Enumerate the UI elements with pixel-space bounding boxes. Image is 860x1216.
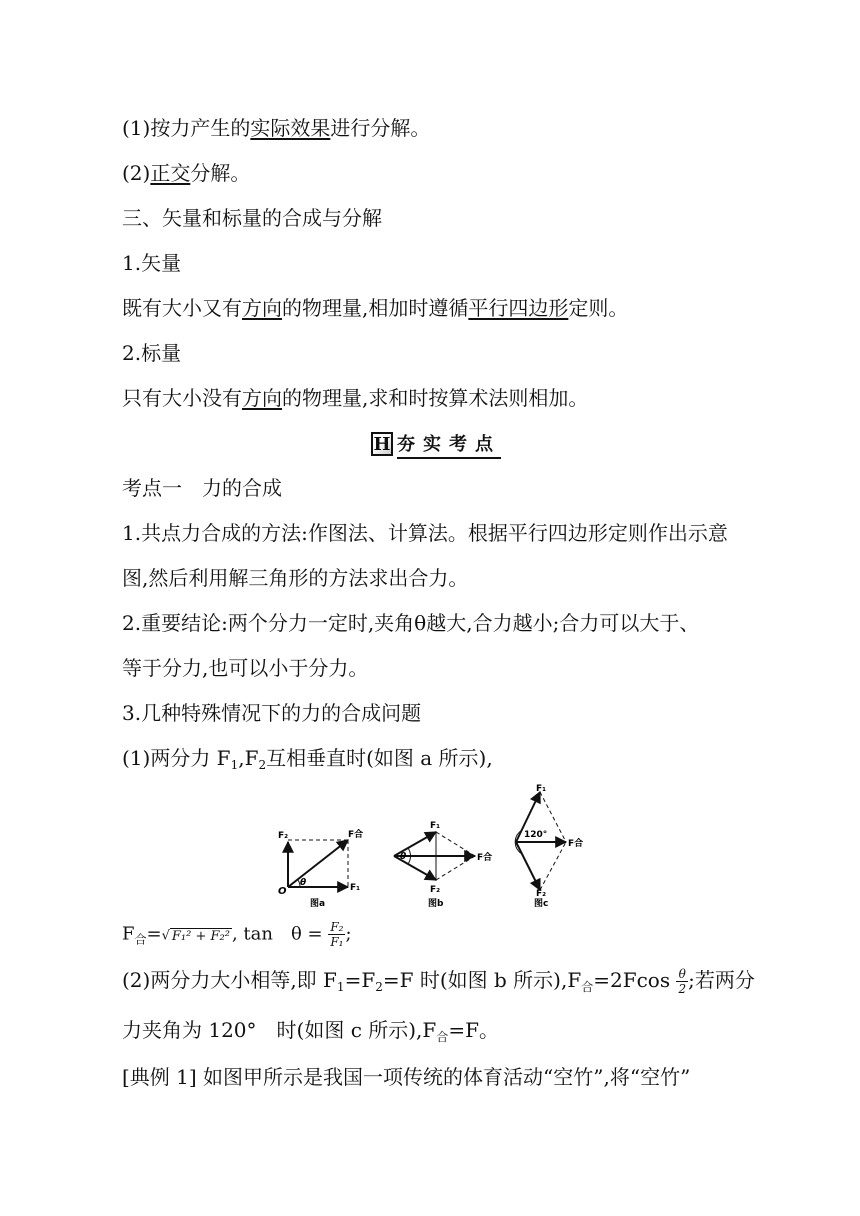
text: =F。	[448, 1018, 499, 1042]
text: =	[146, 923, 162, 945]
underlined-term: 方向	[242, 296, 282, 320]
text: 既有大小又有	[122, 296, 242, 320]
text: 只有大小没有	[122, 386, 242, 410]
dashed-line	[436, 856, 475, 880]
text: ;	[345, 923, 352, 945]
subheading: 1.矢量	[122, 251, 182, 275]
subscript: 2	[258, 758, 267, 772]
text-line	[122, 114, 430, 142]
text: 力夹角为 120° 时(如图 c 所示),F	[122, 1018, 437, 1042]
caption-c: 图c	[534, 899, 549, 909]
underlined-term: 正交	[150, 161, 191, 185]
resultant-label: F合	[568, 839, 584, 849]
text: 进行分解。	[330, 116, 431, 140]
text-line	[122, 294, 628, 322]
resultant-label: F合	[348, 830, 364, 840]
origin-label: O	[278, 886, 287, 897]
section-heading: 三、矢量和标量的合成与分解	[122, 206, 382, 230]
text-line: 图,然后利用解三角形的方法求出合力。	[122, 566, 469, 590]
f2-label: F₂	[278, 831, 289, 841]
text: 分解。	[190, 161, 251, 185]
f2-vector	[516, 842, 540, 890]
caption-a: 图a	[310, 899, 326, 909]
h-badge-icon: H	[371, 432, 393, 456]
text: =F	[344, 968, 376, 992]
dashed-line	[540, 842, 566, 890]
underlined-term: 方向	[242, 386, 282, 410]
text: F	[122, 923, 135, 945]
subscript: 1	[336, 980, 345, 994]
section-title-badge	[371, 430, 501, 458]
f2-label: F₂	[430, 885, 441, 895]
text-line: 等于分力,也可以小于分力。	[122, 656, 369, 680]
figure-a	[278, 828, 363, 909]
text-line	[122, 384, 588, 412]
figure-b	[394, 821, 492, 909]
text: 的物理量,求和时按算术法则相加。	[282, 386, 589, 410]
text: (1)按力产生的	[122, 116, 251, 140]
text: (2)两分力大小相等,即 F	[122, 968, 337, 992]
text: 互相垂直时(如图 a 所示),	[266, 746, 493, 770]
fraction	[328, 920, 345, 949]
text: =F 时(如图 b 所示),F	[382, 968, 582, 992]
text: =2Fcos	[593, 968, 671, 992]
text: 的物理量,相加时遵循	[282, 296, 469, 320]
sqrt-expression: √ F₁² + F₂²	[161, 928, 230, 944]
f1-label: F₁	[350, 883, 361, 893]
radicand: F₁² + F₂²	[171, 928, 230, 944]
subscript: 合	[436, 1030, 449, 1044]
text-line: 3.几种特殊情况下的力的合成问题	[122, 701, 422, 725]
section-title: 夯实考点	[397, 430, 501, 459]
text-line	[122, 159, 250, 187]
text: , tan θ =	[231, 923, 323, 945]
numerator: θ	[676, 967, 688, 982]
angle-label: θ	[300, 878, 307, 888]
subscript: 2	[375, 980, 383, 994]
denominator: 2	[678, 982, 687, 996]
text: (2)	[122, 161, 151, 185]
caption-b: 图b	[428, 899, 444, 909]
text-line	[122, 744, 493, 779]
text: 定则。	[568, 296, 629, 320]
subscript: 合	[134, 932, 147, 947]
example-line: [典例 1] 如图甲所示是我国一项传统的体育活动“空竹”,将“空竹”	[122, 1065, 691, 1089]
subscript: 合	[581, 980, 594, 994]
f1-label: F₁	[536, 784, 547, 794]
topic-heading: 考点一 力的合成	[122, 476, 282, 500]
text-line	[122, 1016, 499, 1051]
dashed-line	[436, 832, 475, 856]
text-line: 2.重要结论:两个分力一定时,夹角θ越大,合力越小;合力可以大于、	[122, 611, 700, 635]
text: ;若两分	[688, 968, 755, 992]
formula-line	[122, 920, 352, 954]
text: ,F	[238, 746, 259, 770]
f2-label: F₂	[536, 889, 547, 899]
fraction	[676, 967, 688, 996]
f1-label: F₁	[430, 821, 441, 831]
resultant-vector	[288, 840, 348, 887]
text: (1)两分力 F	[122, 746, 231, 770]
underlined-term: 平行四边形	[468, 296, 569, 320]
subheading: 2.标量	[122, 341, 182, 365]
denominator: F₁	[330, 935, 344, 949]
angle-label: 120°	[524, 830, 548, 840]
text-line	[122, 966, 755, 1001]
resultant-label: F合	[477, 853, 493, 863]
underlined-term: 实际效果	[250, 116, 331, 140]
force-diagrams	[270, 782, 600, 912]
subscript: 1	[230, 758, 239, 772]
figure-c	[515, 784, 583, 909]
text-line: 1.共点力合成的方法:作图法、计算法。根据平行四边形定则作出示意	[122, 521, 728, 545]
numerator: F₂	[330, 920, 344, 934]
angle-label: θ	[400, 852, 407, 862]
